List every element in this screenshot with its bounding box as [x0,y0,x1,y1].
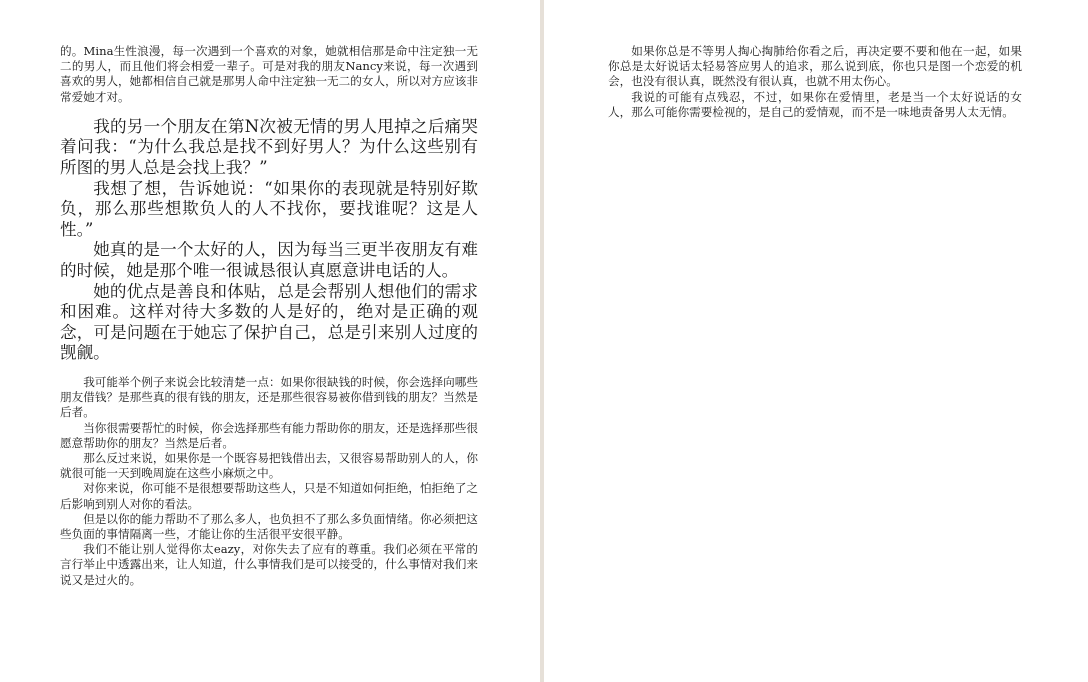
large-paragraph: 我的另一个朋友在第N次被无情的男人甩掉之后痛哭着问我：“为什么我总是找不到好男人？为什么这些别有所图的男人总是会找上我？” [60,116,478,177]
right-page [544,0,1088,682]
small-paragraph: 对你来说，你可能不是很想要帮助这些人，只是不知道如何拒绝，怕拒绝了之后影响到别人对你的看法。 [60,481,478,511]
left-page [0,0,540,682]
small-paragraph: 当你很需要帮忙的时候，你会选择那些有能力帮助你的朋友，还是选择那些很愿意帮助你的朋友？当然是后者。 [60,420,478,450]
right-paragraph: 如果你总是不等男人掏心掏肺给你看之后，再决定要不要和他在一起，如果你总是太好说话太轻易答应男人的追求，那么说到底，你也只是图一个恋爱的机会，也没有很认真，既然没有很认真，也就不用太伤心。 [608,44,1022,89]
large-paragraph: 她的优点是善良和体贴，总是会帮别人想他们的需求和困难。这样对待大多数的人是好的，绝对是正确的观念，可是问题在于她忘了保护自己，总是引来别人过度的觊觎。 [60,281,478,363]
small-text-block [60,375,478,588]
large-paragraph: 她真的是一个太好的人，因为每当三更半夜朋友有难的时候，她是那个唯一很诚恳很认真愿意讲电话的人。 [60,240,478,280]
right-text-block [608,44,1022,120]
intro-block [60,44,478,105]
large-text-block [60,117,478,364]
small-paragraph: 那么反过来说，如果你是一个既容易把钱借出去，又很容易帮助别人的人，你就很可能一天到晚周旋在这些小麻烦之中。 [60,450,478,481]
large-paragraph: 我想了想，告诉她说：“如果你的表现就是特别好欺负，那么那些想欺负人的人不找你，要找谁呢？这是人性。” [60,178,478,239]
small-paragraph: 我可能举个例子来说会比较清楚一点：如果你很缺钱的时候，你会选择向哪些朋友借钱？是那些真的很有钱的朋友，还是那些很容易被你借到钱的朋友？当然是后者。 [60,374,478,420]
small-paragraph: 我们不能让别人觉得你太eazy，对你失去了应有的尊重。我们必须在平常的言行举止中透露出来，让人知道，什么事情我们是可以接受的，什么事情对我们来说又是过火的。 [60,542,478,587]
small-paragraph: 但是以你的能力帮助不了那么多人，也负担不了那么多负面情绪。你必须把这些负面的事情隔离一些，才能让你的生活很平安很平静。 [60,511,478,541]
right-paragraph: 我说的可能有点残忍，不过，如果你在爱情里，老是当一个太好说话的女人，那么可能你需要检视的，是自己的爱情观，而不是一味地责备男人太无情。 [608,89,1022,119]
intro-paragraph: 的。Mina生性浪漫，每一次遇到一个喜欢的对象，她就相信那是命中注定独一无二的男人，而且他们将会相爱一辈子。可是对我的朋友Nancy来说，每一次遇到喜欢的男人，她都相信自己就是那男人命中注定独一无二的女人，所以对方应该非常爱她才对。 [60,44,478,104]
